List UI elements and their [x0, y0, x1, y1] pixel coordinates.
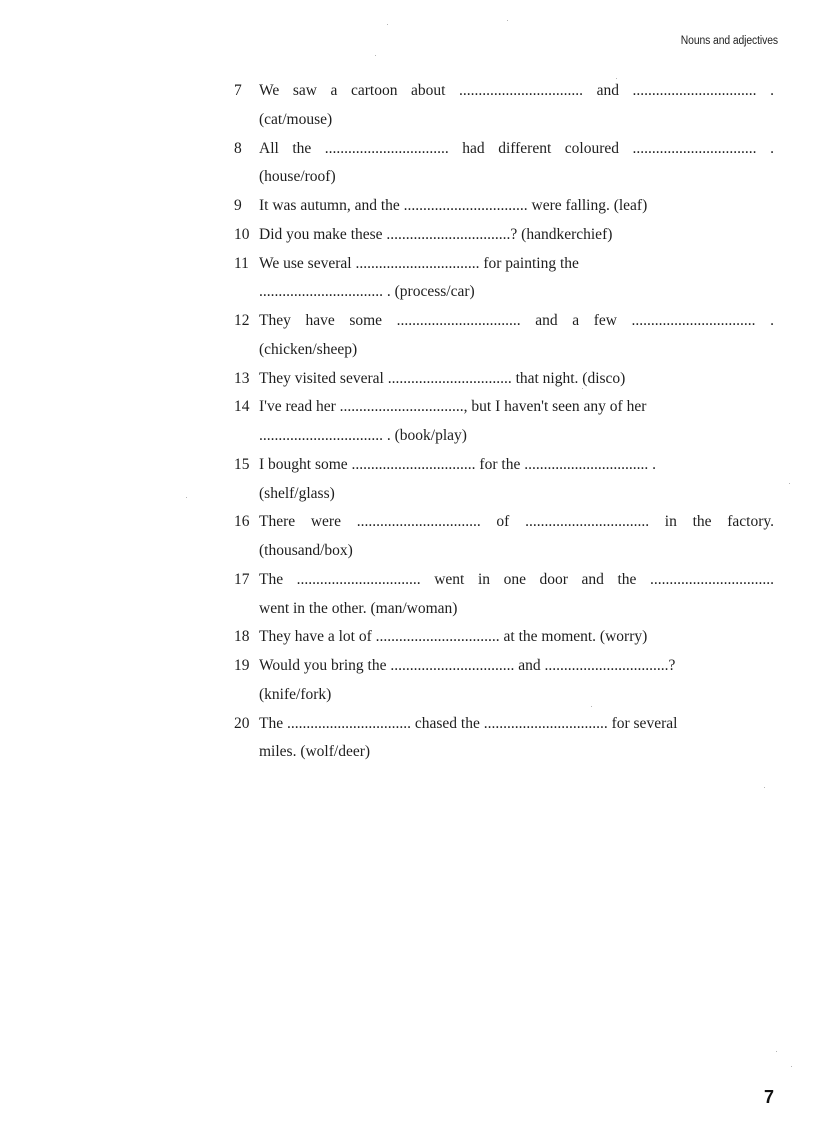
item-line-text: went [434, 570, 465, 588]
item-line-text: miles. (wolf/deer) [259, 743, 371, 761]
item-line [259, 77, 774, 106]
scan-speck [387, 24, 388, 25]
item-line [259, 192, 774, 221]
item-number: 9 [234, 197, 242, 214]
item-line-text: (house/roof) [259, 168, 336, 186]
item-line-text: a [572, 312, 580, 329]
item-number: 12 [234, 312, 250, 329]
item-line [259, 537, 774, 566]
exercise-list [234, 77, 774, 767]
item-line [259, 307, 774, 336]
exercise-item [234, 623, 774, 652]
exercise-item [234, 307, 774, 365]
scan-speck [591, 706, 592, 707]
item-line-text: have [305, 312, 335, 329]
item-number: 18 [234, 628, 250, 646]
item-text [259, 307, 774, 365]
item-number: 15 [234, 455, 250, 473]
exercise-item [234, 192, 774, 221]
item-line [259, 595, 774, 624]
item-line [259, 365, 774, 394]
scan-speck [776, 1051, 777, 1052]
item-line [259, 278, 774, 307]
item-line-text: They visited several ................................ that night. (disco) [259, 369, 626, 387]
item-line-text: All [259, 139, 279, 157]
item-line-text: about [411, 82, 446, 99]
scan-speck [616, 78, 617, 79]
item-number: 11 [234, 254, 249, 272]
item-line-text: the [292, 139, 312, 157]
item-line-text: and [581, 570, 604, 588]
item-line-text: . [770, 139, 774, 157]
item-number: 13 [234, 369, 250, 387]
item-line-text: There [259, 513, 296, 531]
item-line-text: They [259, 312, 291, 329]
item-line-text: Did you make these ................................? (handkerchief) [259, 225, 613, 243]
page-number: 7 [763, 1087, 774, 1107]
item-line-text: I bought some ................................ for the ................................ . [259, 455, 656, 473]
item-line-text: and [535, 312, 558, 329]
item-line-text: It was autumn, and the ................................ were falling. (leaf) [259, 197, 648, 214]
exercise-item [234, 508, 774, 566]
item-line [259, 623, 774, 652]
item-line-text: coloured [564, 139, 620, 157]
item-line-text: ................................ [631, 312, 756, 329]
item-line-text: I've read her ................................, but I haven't seen any of her [259, 398, 647, 416]
item-line [259, 336, 774, 365]
exercise-item [234, 250, 774, 308]
item-line [259, 163, 774, 192]
item-line-text: ................................ [324, 139, 449, 157]
item-line [259, 681, 774, 710]
item-line-text: (shelf/glass) [259, 484, 335, 502]
item-line [259, 652, 774, 681]
scan-speck [582, 388, 583, 389]
item-line-text: and [596, 82, 619, 99]
exercise-item [234, 221, 774, 250]
exercise-item [234, 77, 774, 135]
item-text [259, 451, 774, 509]
item-line-text: (thousand/box) [259, 542, 353, 559]
item-text [259, 135, 774, 193]
item-line-text: one [503, 570, 526, 588]
item-line [259, 106, 774, 135]
scan-speck [764, 787, 765, 788]
item-number: 14 [234, 398, 250, 416]
item-line-text: of [496, 513, 510, 531]
item-line-text: a [330, 82, 338, 99]
item-text [259, 192, 774, 221]
item-line [259, 508, 774, 537]
exercise-item [234, 652, 774, 710]
item-line-text: ................................ [296, 570, 421, 588]
item-line-text: cartoon [350, 82, 398, 99]
item-line [259, 393, 774, 422]
scan-speck [186, 497, 187, 498]
item-line [259, 566, 774, 595]
item-line-text: ................................ [649, 570, 774, 588]
item-text [259, 508, 774, 566]
exercise-item [234, 566, 774, 624]
exercise-item [234, 365, 774, 394]
scan-speck [375, 55, 376, 56]
item-line-text: The [259, 570, 284, 588]
scan-speck [791, 1066, 792, 1067]
item-line-text: Would you bring the ................................ and ................................? [259, 657, 676, 674]
item-line-text: ................................ [632, 139, 757, 157]
item-line-text: ................................ [459, 82, 584, 99]
item-line-text: We use several ................................ for painting the [259, 254, 579, 272]
exercise-item [234, 451, 774, 509]
item-line-text: The ................................ chased the ................................ for several [259, 714, 678, 732]
item-line-text: . [770, 82, 774, 99]
item-line-text: the [692, 513, 712, 531]
item-line-text: (knife/fork) [259, 685, 332, 703]
item-line-text: (chicken/sheep) [259, 340, 358, 358]
item-line-text: some [349, 312, 383, 329]
item-line-text: went in the other. (man/woman) [259, 599, 458, 617]
item-line-text: We [259, 82, 280, 99]
item-line-text: few [593, 312, 617, 329]
item-line [259, 480, 774, 509]
item-line-text: They have a lot of ................................ at the moment. (worry) [259, 628, 648, 646]
running-title: Nouns and adjectives [680, 35, 778, 47]
item-number: 8 [234, 139, 242, 157]
scan-speck [507, 20, 508, 21]
item-text [259, 250, 774, 308]
item-line-text: ................................ [356, 513, 481, 531]
item-line [259, 710, 774, 739]
item-line-text: in [477, 570, 490, 588]
item-number: 10 [234, 225, 250, 243]
item-number: 16 [234, 513, 250, 531]
item-number: 7 [234, 82, 242, 99]
exercise-item [234, 135, 774, 193]
item-text [259, 710, 774, 768]
item-number: 17 [234, 570, 250, 588]
item-number: 19 [234, 657, 250, 674]
item-line-text: ................................ . (book/play) [259, 427, 467, 444]
scan-speck [789, 483, 790, 484]
item-line [259, 250, 774, 279]
item-line-text: ................................ . (process/car) [259, 283, 475, 301]
item-line-text: saw [292, 82, 317, 99]
item-line-text: in [664, 513, 677, 531]
item-line [259, 221, 774, 250]
item-text [259, 77, 774, 135]
item-line-text: . [770, 312, 774, 329]
item-line-text: ................................ [525, 513, 650, 531]
item-line [259, 738, 774, 767]
item-line-text: were [310, 513, 341, 531]
item-line-text: ................................ [396, 312, 521, 329]
item-line [259, 422, 774, 451]
item-text [259, 393, 774, 451]
item-line-text: door [539, 570, 568, 588]
item-text [259, 652, 774, 710]
item-text [259, 221, 774, 250]
item-line-text: different [498, 139, 552, 157]
item-line [259, 451, 774, 480]
item-text [259, 623, 774, 652]
item-line [259, 135, 774, 164]
item-line-text: (cat/mouse) [259, 110, 333, 128]
item-line-text: had [462, 139, 485, 157]
item-text [259, 566, 774, 624]
item-line-text: the [617, 570, 637, 588]
exercise-item [234, 393, 774, 451]
item-text [259, 365, 774, 394]
item-line-text: factory. [727, 513, 774, 531]
item-number: 20 [234, 714, 250, 732]
item-line-text: ................................ [632, 82, 757, 99]
exercise-item [234, 710, 774, 768]
